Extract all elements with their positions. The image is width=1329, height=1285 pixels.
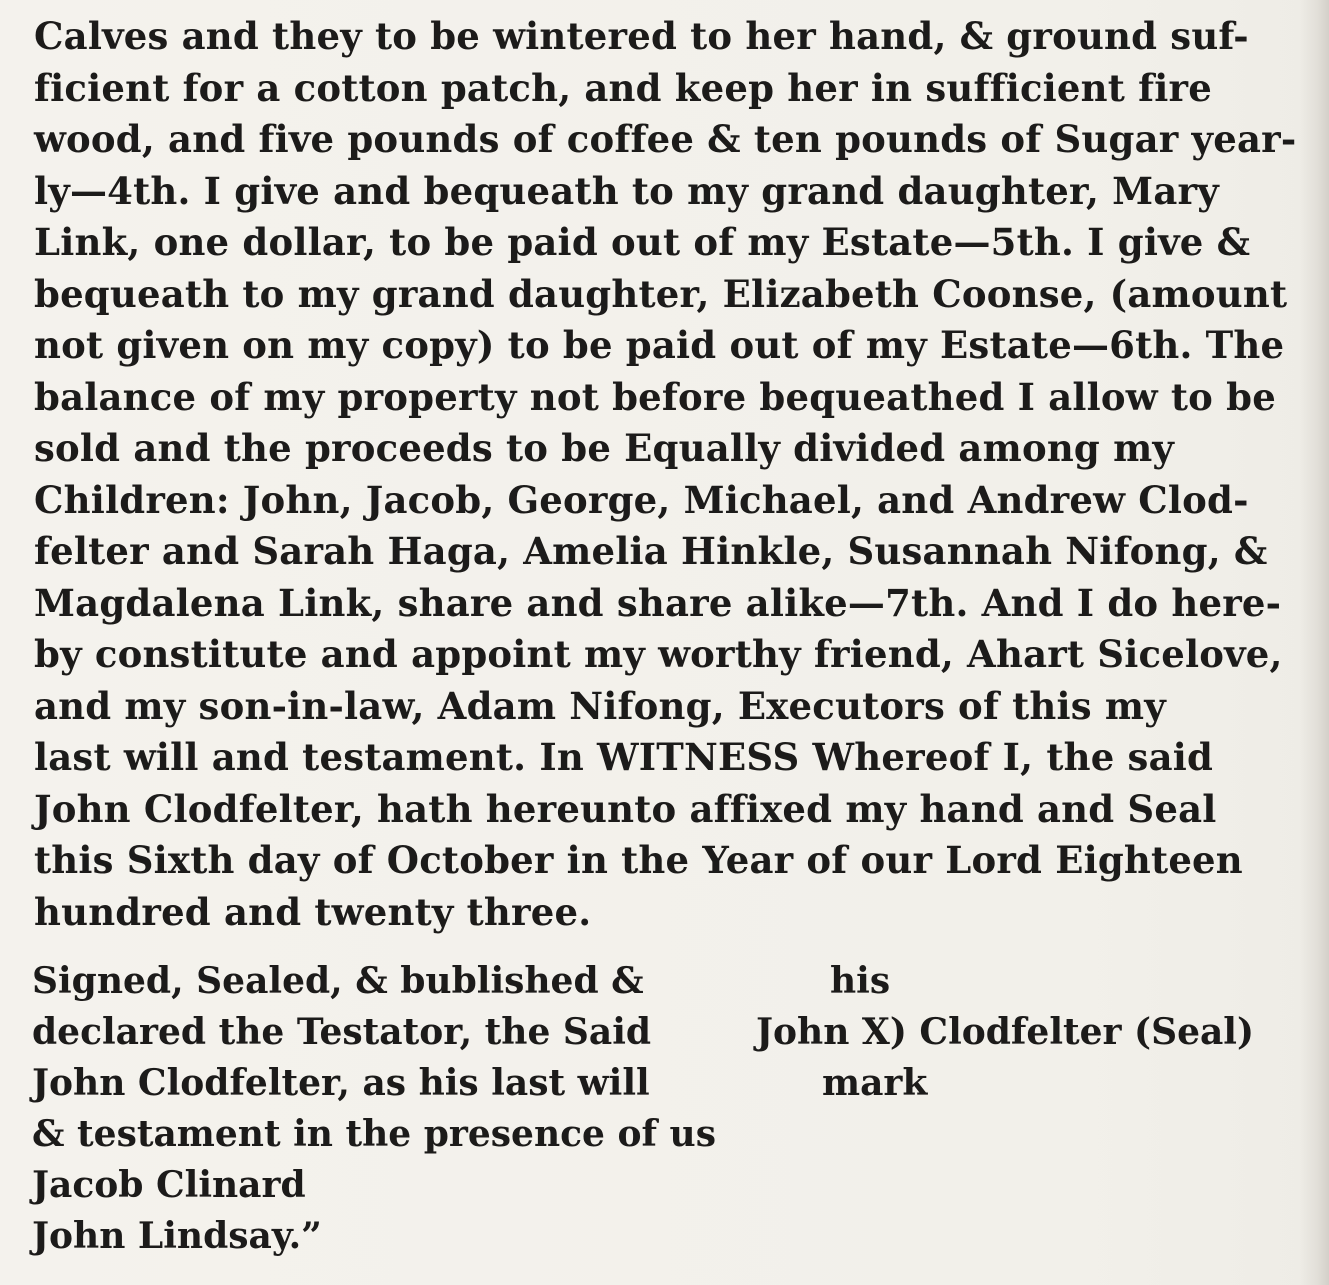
will-body-text — [34, 11, 1324, 938]
body-line: sold and the proceeds to be Equally divided among my — [34, 426, 1175, 470]
body-line: Calves and they to be wintered to her hand, & ground suf- — [34, 14, 1249, 58]
body-line: Link, one dollar, to be paid out of my Estate—5th. I give & — [34, 220, 1251, 264]
signature-mark: mark — [822, 1062, 928, 1104]
body-line: last will and testament. In WITNESS Whereof I, the said — [34, 735, 1214, 779]
body-line: this Sixth day of October in the Year of our Lord Eighteen — [34, 838, 1243, 882]
body-line: bequeath to my grand daughter, Elizabeth Coonse, (amount — [34, 271, 1288, 316]
body-line: John Clodfelter, hath hereunto affixed my hand and Seal — [34, 786, 1217, 831]
body-line: and my son-in-law, Adam Nifong, Executors of this my — [34, 683, 1166, 728]
body-line: by constitute and appoint my worthy friend, Ahart Sicelove, — [34, 632, 1283, 676]
witness-line: Signed, Sealed, & bublished & — [32, 960, 644, 1002]
body-line: Children: John, Jacob, George, Michael, and Andrew Clod- — [34, 477, 1249, 522]
witness-name: Jacob Clinard — [32, 1164, 306, 1206]
witness-attestation — [32, 956, 772, 1262]
witness-line: & testament in the presence of us — [32, 1113, 716, 1155]
signature-his: his — [830, 960, 891, 1002]
witness-line: declared the Testator, the Said — [32, 1011, 652, 1053]
body-line: ly—4th. I give and bequeath to my grand daughter, Mary — [34, 168, 1219, 213]
witness-name: John Lindsay.” — [32, 1215, 322, 1257]
body-line: balance of my property not before bequeathed I allow to be — [34, 374, 1276, 419]
witness-line: John Clodfelter, as his last will — [32, 1062, 650, 1104]
body-line: hundred and twenty three. — [34, 889, 592, 934]
signature-name: John X) Clodfelter (Seal) — [756, 1011, 1255, 1053]
body-line: ficient for a cotton patch, and keep her in sufficient fire — [34, 65, 1212, 110]
signature-block — [0, 956, 1329, 1276]
body-line: wood, and five pounds of coffee & ten pounds of Sugar year- — [34, 117, 1297, 161]
body-line: felter and Sarah Haga, Amelia Hinkle, Susannah Nifong, & — [34, 529, 1268, 573]
testator-signature — [756, 956, 1316, 1109]
body-line: not given on my copy) to be paid out of my Estate—6th. The — [34, 323, 1285, 367]
body-line: Magdalena Link, share and share alike—7th. And I do here- — [34, 580, 1282, 625]
